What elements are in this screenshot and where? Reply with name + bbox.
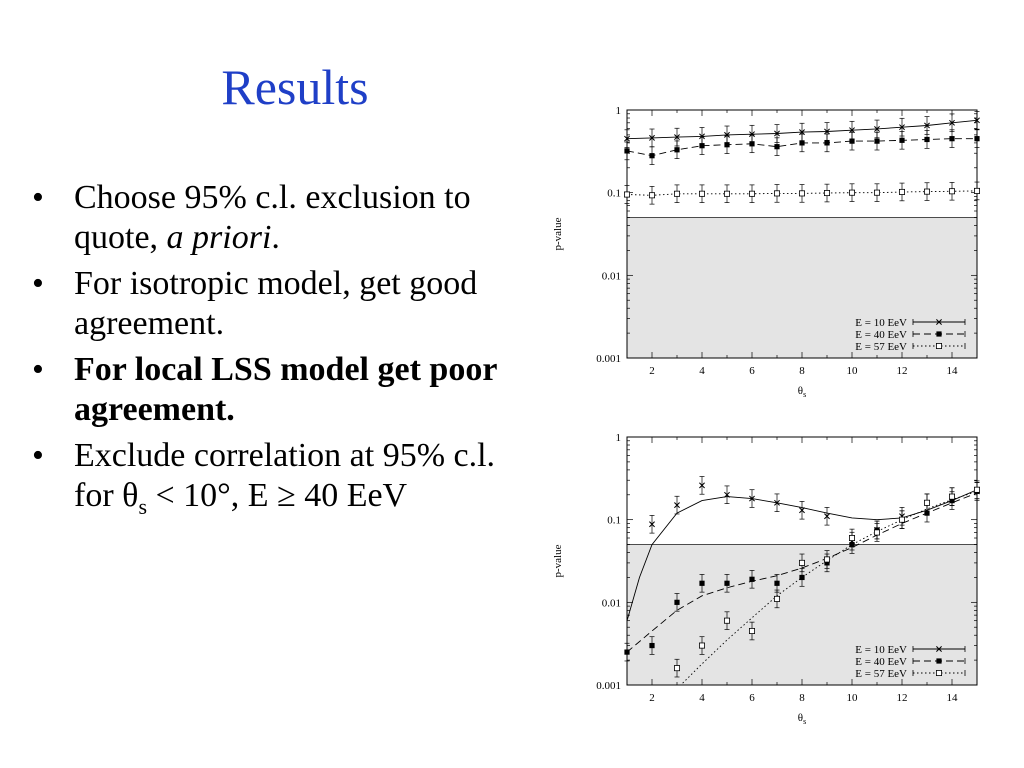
data-point	[774, 191, 779, 196]
data-point	[949, 136, 954, 141]
data-point	[699, 581, 704, 586]
x-tick-label: 14	[946, 692, 958, 704]
data-point	[699, 143, 704, 148]
data-point	[749, 628, 754, 633]
bullet-text: For isotropic model, get good agreement.	[74, 265, 478, 342]
bullet-text: a priori	[166, 219, 272, 256]
p-value-plot-isotropic	[545, 98, 995, 398]
x-axis-label: $\theta_s$	[797, 385, 807, 398]
data-point	[874, 530, 879, 535]
data-point	[874, 139, 879, 144]
x-tick-label: 8	[799, 692, 805, 704]
data-point	[974, 136, 979, 141]
y-tick-label: 0.001	[596, 353, 621, 365]
data-point	[699, 643, 704, 648]
data-point	[799, 140, 804, 145]
y-tick-label: 1	[615, 105, 621, 117]
data-point	[774, 144, 779, 149]
data-point	[936, 670, 941, 675]
legend-label: E = 57 EeV	[855, 341, 907, 353]
legend-label: E = 57 EeV	[855, 668, 907, 680]
bullet-dot: •	[32, 351, 44, 388]
x-tick-label: 8	[799, 365, 805, 377]
x-tick-label: 4	[699, 365, 705, 377]
data-point	[624, 650, 629, 655]
data-point	[699, 191, 704, 196]
data-point	[749, 191, 754, 196]
data-point	[949, 494, 954, 499]
data-point	[824, 140, 829, 145]
data-point	[674, 191, 679, 196]
y-tick-label: 0.1	[607, 514, 621, 527]
x-tick-label: 6	[749, 365, 755, 377]
y-tick-label: 0.001	[596, 680, 621, 692]
x-tick-label: 2	[649, 365, 655, 377]
data-point	[724, 191, 729, 196]
data-point	[849, 535, 854, 540]
data-point	[624, 192, 629, 197]
y-tick-label: 1	[615, 432, 621, 444]
bullet-dot: •	[32, 179, 44, 216]
data-point	[649, 643, 654, 648]
data-point	[899, 517, 904, 522]
data-point	[674, 147, 679, 152]
y-tick-label: 0.01	[601, 597, 621, 610]
x-tick-label: 14	[946, 365, 958, 377]
x-tick-label: 12	[896, 692, 908, 704]
bullet-dot: •	[32, 265, 44, 302]
slide-title: Results	[221, 59, 369, 115]
x-tick-label: 2	[649, 692, 655, 704]
p-value-plot-lss	[545, 425, 995, 725]
bullet-text: Choose 95% c.l. exclusion to quote,	[74, 179, 471, 256]
data-point	[936, 658, 941, 663]
data-point	[874, 190, 879, 195]
data-point	[649, 153, 654, 158]
data-point	[674, 666, 679, 671]
x-tick-label: 4	[699, 692, 705, 704]
data-point	[899, 138, 904, 143]
data-point	[949, 189, 954, 194]
data-point	[749, 577, 754, 582]
legend-label: E = 10 EeV	[855, 317, 907, 329]
data-point	[824, 557, 829, 562]
bullet-text: < 10°, E ≥ 40 EeV	[147, 477, 408, 514]
bullet-text: Exclude correlation at 95% c.l. for θ	[74, 437, 496, 514]
bullet-text: .	[271, 219, 280, 256]
data-point	[724, 581, 729, 586]
bullet-item	[30, 178, 500, 258]
data-point	[936, 343, 941, 348]
data-point	[849, 190, 854, 195]
data-point	[924, 189, 929, 194]
data-point	[924, 500, 929, 505]
legend-label: E = 40 EeV	[855, 656, 907, 668]
data-point	[624, 148, 629, 153]
x-tick-label: 10	[846, 692, 858, 704]
y-axis-label: p-value	[552, 217, 564, 251]
data-point	[924, 137, 929, 142]
data-point	[936, 331, 941, 336]
data-point	[774, 581, 779, 586]
x-tick-label: 12	[896, 365, 908, 377]
bullet-dot: •	[32, 437, 44, 474]
bullet-text: For local LSS model get poor agreement.	[74, 351, 497, 428]
bullet-text: s	[138, 493, 147, 519]
x-tick-label: 10	[846, 365, 858, 377]
data-point	[824, 190, 829, 195]
data-point	[724, 142, 729, 147]
data-point	[724, 618, 729, 623]
data-point	[774, 596, 779, 601]
data-point	[649, 193, 654, 198]
legend-label: E = 40 EeV	[855, 329, 907, 341]
data-point	[674, 600, 679, 605]
exclusion-region	[627, 218, 977, 358]
data-point	[849, 139, 854, 144]
bullet-item	[30, 350, 500, 430]
x-axis-label: $\theta_s$	[797, 712, 807, 725]
data-point	[799, 191, 804, 196]
data-point	[899, 189, 904, 194]
bullet-list	[30, 178, 500, 533]
bullet-item	[30, 264, 500, 344]
data-point	[749, 141, 754, 146]
data-point	[974, 487, 979, 492]
x-tick-label: 6	[749, 692, 755, 704]
data-point	[799, 560, 804, 565]
data-point	[974, 188, 979, 193]
y-tick-label: 0.01	[601, 270, 621, 283]
legend-label: E = 10 EeV	[855, 644, 907, 656]
chart-svg	[545, 425, 995, 725]
chart-svg	[545, 98, 995, 398]
bullet-item	[30, 436, 500, 527]
y-tick-label: 0.1	[607, 187, 621, 200]
y-axis-label: p-value	[552, 544, 564, 578]
